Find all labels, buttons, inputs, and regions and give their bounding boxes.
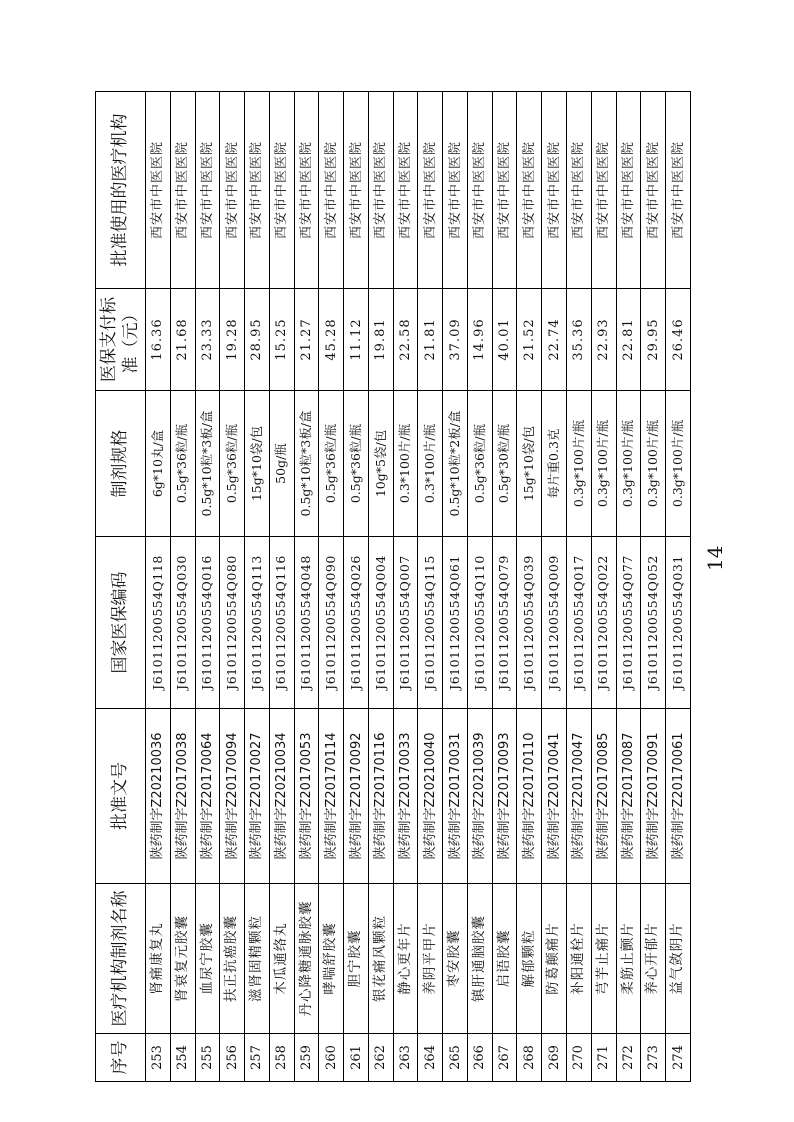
cell-approval: 陕药制字Z20210034 (269, 709, 294, 884)
cell-approval: 陕药制字Z20170064 (195, 709, 220, 884)
cell-institution: 西安市中医医院 (294, 92, 319, 289)
cell-code: J61011200554Q026 (344, 537, 369, 709)
cell-price: 15.25 (269, 289, 294, 391)
cell-spec: 0.5g*10粒*2板/盒 (443, 391, 468, 537)
cell-code: J61011200554Q118 (146, 537, 171, 709)
cell-price: 37.09 (443, 289, 468, 391)
header-spec: 制剂规格 (96, 391, 146, 537)
cell-seq: 261 (344, 1034, 369, 1082)
cell-seq: 256 (220, 1034, 245, 1082)
cell-institution: 西安市中医医院 (146, 92, 171, 289)
cell-name: 养心开郁片 (641, 884, 666, 1034)
cell-price: 26.46 (666, 289, 691, 391)
table-row (245, 92, 270, 1082)
cell-price: 40.01 (492, 289, 517, 391)
table-row (641, 92, 666, 1082)
cell-price: 22.58 (393, 289, 418, 391)
cell-approval: 陕药制字Z20170047 (567, 709, 592, 884)
cell-seq: 263 (393, 1034, 418, 1082)
cell-approval: 陕药制字Z20170038 (170, 709, 195, 884)
cell-code: J61011200554Q004 (368, 537, 393, 709)
cell-seq: 270 (567, 1034, 592, 1082)
cell-institution: 西安市中医医院 (220, 92, 245, 289)
cell-price: 14.96 (467, 289, 492, 391)
cell-approval: 陕药制字Z20170053 (294, 709, 319, 884)
cell-spec: 15g*10袋/包 (517, 391, 542, 537)
cell-spec: 0.5g*10粒*3板/盒 (294, 391, 319, 537)
cell-name: 扶正抗癌胶囊 (220, 884, 245, 1034)
cell-price: 21.52 (517, 289, 542, 391)
cell-price: 21.27 (294, 289, 319, 391)
cell-code: J61011200554Q022 (591, 537, 616, 709)
cell-code: J61011200554Q077 (616, 537, 641, 709)
cell-institution: 西安市中医医院 (319, 92, 344, 289)
cell-code: J61011200554Q017 (567, 537, 592, 709)
table-row (567, 92, 592, 1082)
table-row (195, 92, 220, 1082)
cell-seq: 265 (443, 1034, 468, 1082)
cell-institution: 西安市中医医院 (542, 92, 567, 289)
cell-approval: 陕药制字Z20170110 (517, 709, 542, 884)
cell-institution: 西安市中医医院 (368, 92, 393, 289)
drug-table (95, 91, 691, 1082)
cell-price: 16.36 (146, 289, 171, 391)
table-row (591, 92, 616, 1082)
cell-spec: 0.3*100片/瓶 (418, 391, 443, 537)
cell-price: 19.28 (220, 289, 245, 391)
header-price: 医保支付标准（元） (96, 289, 146, 391)
cell-code: J61011200554Q079 (492, 537, 517, 709)
cell-approval: 陕药制字Z20170087 (616, 709, 641, 884)
cell-price: 22.93 (591, 289, 616, 391)
cell-spec: 每片重0.3克 (542, 391, 567, 537)
table-row (269, 92, 294, 1082)
table-row (294, 92, 319, 1082)
cell-approval: 陕药制字Z20170116 (368, 709, 393, 884)
cell-spec: 0.5g*36粒/瓶 (319, 391, 344, 537)
cell-approval: 陕药制字Z20170085 (591, 709, 616, 884)
cell-price: 21.68 (170, 289, 195, 391)
cell-approval: 陕药制字Z20170094 (220, 709, 245, 884)
header-code: 国家医保编码 (96, 537, 146, 709)
cell-name: 养阴平甲片 (418, 884, 443, 1034)
cell-seq: 269 (542, 1034, 567, 1082)
cell-spec: 0.5g*36粒/瓶 (344, 391, 369, 537)
cell-name: 银花痛风颗粒 (368, 884, 393, 1034)
cell-code: J61011200554Q039 (517, 537, 542, 709)
header-institution: 批准使用的医疗机构 (96, 92, 146, 289)
cell-seq: 267 (492, 1034, 517, 1082)
header-name: 医疗机构制剂名称 (96, 884, 146, 1034)
cell-name: 丹心降糖通脉胶囊 (294, 884, 319, 1034)
cell-name: 益气敛阴片 (666, 884, 691, 1034)
cell-code: J61011200554Q090 (319, 537, 344, 709)
table-row (443, 92, 468, 1082)
table-row (616, 92, 641, 1082)
table-row (220, 92, 245, 1082)
table-row (542, 92, 567, 1082)
cell-name: 芎芋止痛片 (591, 884, 616, 1034)
page-number: 14 (703, 545, 727, 571)
cell-spec: 0.3g*100片/瓶 (666, 391, 691, 537)
cell-seq: 271 (591, 1034, 616, 1082)
cell-spec: 0.5g*36粒/瓶 (467, 391, 492, 537)
cell-approval: 陕药制字Z20170114 (319, 709, 344, 884)
cell-institution: 西安市中医医院 (269, 92, 294, 289)
table-row (319, 92, 344, 1082)
cell-price: 28.95 (245, 289, 270, 391)
cell-spec: 0.5g*30粒/瓶 (492, 391, 517, 537)
cell-seq: 257 (245, 1034, 270, 1082)
table-row (492, 92, 517, 1082)
cell-institution: 西安市中医医院 (666, 92, 691, 289)
cell-institution: 西安市中医医院 (467, 92, 492, 289)
cell-institution: 西安市中医医院 (641, 92, 666, 289)
cell-spec: 0.5g*36粒/瓶 (220, 391, 245, 537)
cell-approval: 陕药制字Z20170061 (666, 709, 691, 884)
cell-spec: 0.3*100片/瓶 (393, 391, 418, 537)
table-row (418, 92, 443, 1082)
cell-code: J61011200554Q061 (443, 537, 468, 709)
cell-price: 29.95 (641, 289, 666, 391)
table-row (344, 92, 369, 1082)
cell-name: 补阳通栓片 (567, 884, 592, 1034)
cell-institution: 西安市中医医院 (567, 92, 592, 289)
cell-institution: 西安市中医医院 (517, 92, 542, 289)
cell-approval: 陕药制字Z20170031 (443, 709, 468, 884)
table-header-row (96, 92, 146, 1082)
table-body (146, 92, 691, 1082)
cell-institution: 西安市中医医院 (492, 92, 517, 289)
cell-code: J61011200554Q115 (418, 537, 443, 709)
cell-name: 胆宁胶囊 (344, 884, 369, 1034)
cell-seq: 272 (616, 1034, 641, 1082)
cell-price: 11.12 (344, 289, 369, 391)
cell-institution: 西安市中医医院 (418, 92, 443, 289)
cell-code: J61011200554Q016 (195, 537, 220, 709)
cell-institution: 西安市中医医院 (245, 92, 270, 289)
cell-spec: 0.3g*100片/瓶 (567, 391, 592, 537)
cell-name: 哮喘舒胶囊 (319, 884, 344, 1034)
cell-price: 22.81 (616, 289, 641, 391)
cell-spec: 50g/瓶 (269, 391, 294, 537)
cell-institution: 西安市中医医院 (443, 92, 468, 289)
cell-spec: 0.5g*36粒/瓶 (170, 391, 195, 537)
cell-approval: 陕药制字Z20170033 (393, 709, 418, 884)
header-seq: 序号 (96, 1034, 146, 1082)
table-row (467, 92, 492, 1082)
cell-name: 肾痛康复丸 (146, 884, 171, 1034)
cell-name: 防葛颠痛片 (542, 884, 567, 1034)
rotated-table-container (95, 92, 691, 1082)
cell-institution: 西安市中医医院 (591, 92, 616, 289)
cell-name: 滋肾固精颗粒 (245, 884, 270, 1034)
cell-spec: 6g*10丸/盒 (146, 391, 171, 537)
cell-spec: 0.5g*10粒*3板/盒 (195, 391, 220, 537)
cell-name: 木瓜通络丸 (269, 884, 294, 1034)
cell-seq: 266 (467, 1034, 492, 1082)
cell-spec: 0.3g*100片/瓶 (641, 391, 666, 537)
cell-code: J61011200554Q031 (666, 537, 691, 709)
cell-seq: 253 (146, 1034, 171, 1082)
cell-seq: 274 (666, 1034, 691, 1082)
cell-spec: 15g*10袋/包 (245, 391, 270, 537)
cell-seq: 268 (517, 1034, 542, 1082)
table-row (368, 92, 393, 1082)
table-row (146, 92, 171, 1082)
header-approval: 批准文号 (96, 709, 146, 884)
cell-approval: 陕药制字Z20170041 (542, 709, 567, 884)
cell-name: 柔筋止颤片 (616, 884, 641, 1034)
cell-seq: 264 (418, 1034, 443, 1082)
cell-code: J61011200554Q007 (393, 537, 418, 709)
cell-approval: 陕药制字Z20170093 (492, 709, 517, 884)
cell-price: 35.36 (567, 289, 592, 391)
cell-approval: 陕药制字Z20170027 (245, 709, 270, 884)
cell-approval: 陕药制字Z20210036 (146, 709, 171, 884)
cell-price: 45.28 (319, 289, 344, 391)
cell-spec: 10g*5袋/包 (368, 391, 393, 537)
cell-price: 23.33 (195, 289, 220, 391)
cell-price: 19.81 (368, 289, 393, 391)
cell-approval: 陕药制字Z20170092 (344, 709, 369, 884)
cell-institution: 西安市中医医院 (344, 92, 369, 289)
cell-seq: 254 (170, 1034, 195, 1082)
cell-institution: 西安市中医医院 (195, 92, 220, 289)
cell-price: 21.81 (418, 289, 443, 391)
cell-approval: 陕药制字Z20210040 (418, 709, 443, 884)
cell-approval: 陕药制字Z20170091 (641, 709, 666, 884)
cell-spec: 0.3g*100片/瓶 (616, 391, 641, 537)
cell-name: 启语胶囊 (492, 884, 517, 1034)
cell-institution: 西安市中医医院 (170, 92, 195, 289)
cell-name: 肾衰复元胶囊 (170, 884, 195, 1034)
cell-name: 镇肝通脑胶囊 (467, 884, 492, 1034)
cell-price: 22.74 (542, 289, 567, 391)
table-row (517, 92, 542, 1082)
cell-name: 静心更年片 (393, 884, 418, 1034)
cell-seq: 273 (641, 1034, 666, 1082)
cell-seq: 260 (319, 1034, 344, 1082)
cell-approval: 陕药制字Z20210039 (467, 709, 492, 884)
cell-code: J61011200554Q009 (542, 537, 567, 709)
cell-seq: 259 (294, 1034, 319, 1082)
table-row (666, 92, 691, 1082)
cell-code: J61011200554Q080 (220, 537, 245, 709)
cell-name: 解郁颗粒 (517, 884, 542, 1034)
cell-name: 枣安胶囊 (443, 884, 468, 1034)
table-row (170, 92, 195, 1082)
cell-seq: 255 (195, 1034, 220, 1082)
cell-name: 血尿宁胶囊 (195, 884, 220, 1034)
cell-seq: 262 (368, 1034, 393, 1082)
cell-institution: 西安市中医医院 (616, 92, 641, 289)
cell-code: J61011200554Q052 (641, 537, 666, 709)
cell-seq: 258 (269, 1034, 294, 1082)
table-row (393, 92, 418, 1082)
cell-spec: 0.3g*100片/瓶 (591, 391, 616, 537)
cell-code: J61011200554Q116 (269, 537, 294, 709)
cell-code: J61011200554Q030 (170, 537, 195, 709)
cell-code: J61011200554Q048 (294, 537, 319, 709)
cell-code: J61011200554Q110 (467, 537, 492, 709)
cell-institution: 西安市中医医院 (393, 92, 418, 289)
cell-code: J61011200554Q113 (245, 537, 270, 709)
